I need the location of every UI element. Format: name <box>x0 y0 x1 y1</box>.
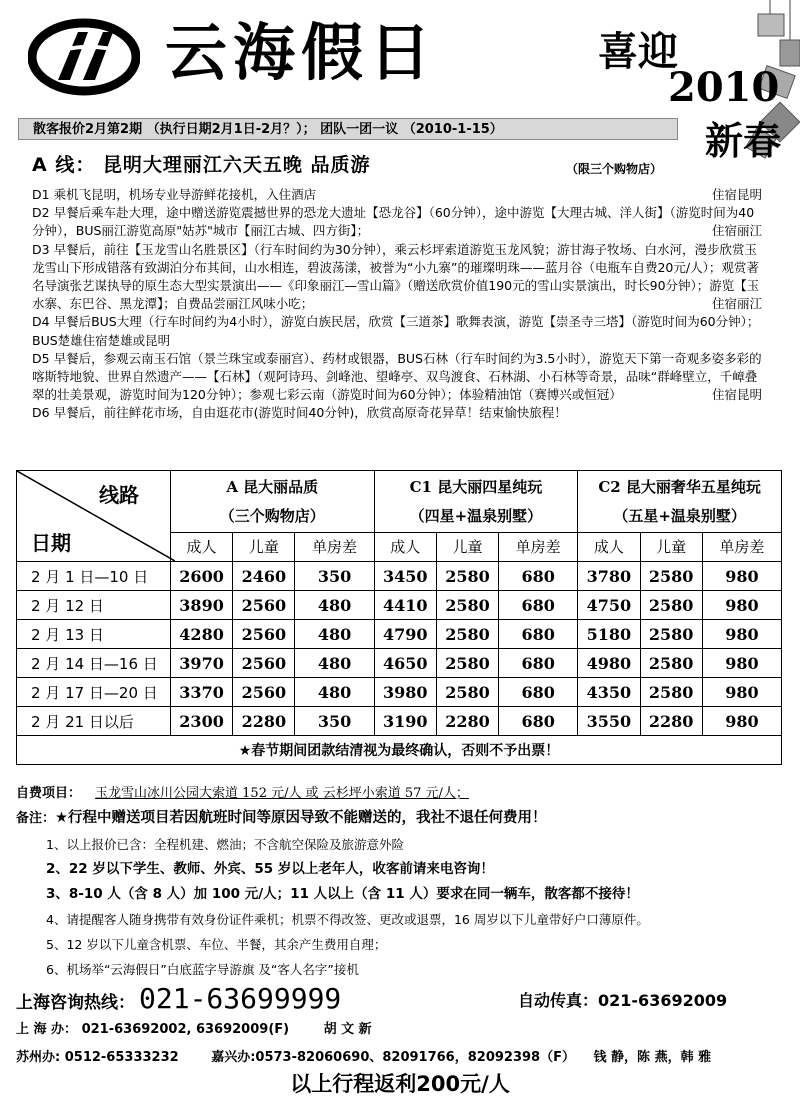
table-footer-note: ★春节期间团款结清视为最终确认，否则不予出票！ <box>17 736 782 765</box>
route-title: A 线： 昆明大理丽江六天五晚 品质游 <box>32 154 371 176</box>
price-cell: 2560 <box>233 591 295 620</box>
price-cell: 4280 <box>170 620 232 649</box>
price-cell: 2580 <box>640 591 702 620</box>
day-text: 早餐后，前往鲜花市场，自由逛花市(游览时间40分钟)，欣赏高原奇花异草！结束愉快旅程！ <box>53 405 567 421</box>
brand-title: 云海假日 <box>165 16 438 89</box>
day-label: D2 <box>32 205 50 221</box>
table-corner <box>17 471 171 562</box>
table-row <box>17 620 782 649</box>
route-header <box>374 471 578 533</box>
price-cell: 2280 <box>233 707 295 736</box>
sh-name: 胡 文 新 <box>323 1022 372 1037</box>
note-item: 4、请提醒客人随身携带有效身份证件乘机；机票不得改签、更改或退票，16 周岁以下儿童带好户口薄原件。 <box>46 912 649 927</box>
day-text: 早餐后乘车赴大理，途中赠送游览震撼世界的恐龙大遗址【恐龙谷】（60分钟），途中游览【大理古城、洋人街】（游览时间为40分钟），BUS丽江游览高原"姑苏"城市【丽江古城、四方街】； <box>32 205 755 239</box>
sz-label: 苏州办: <box>16 1050 61 1065</box>
greeting-xiying: 喜迎 <box>598 28 678 75</box>
note-item: 6、机场举“云海假日”白底蓝字导游旗 及“客人名字”接机 <box>46 962 359 977</box>
extra-cost-label: 自费项目： <box>16 786 82 801</box>
day-stay: 住宿丽江 <box>711 296 762 312</box>
subheader-cell: 成人 <box>374 532 436 561</box>
branch-offices <box>16 1046 786 1065</box>
corner-date-label: 日期 <box>31 531 71 555</box>
table-header-row <box>17 471 782 533</box>
subheader-cell: 成人 <box>170 532 232 561</box>
price-cell: 2560 <box>233 678 295 707</box>
itinerary-day <box>32 313 764 349</box>
price-cell: 4650 <box>374 649 436 678</box>
greeting-year: 2010 <box>668 64 780 111</box>
price-cell: 980 <box>702 649 781 678</box>
day-label: D4 <box>32 314 50 330</box>
price-cell: 2280 <box>436 707 498 736</box>
price-period-bar: 散客报价2月第2期 （执行日期2月1日-2月？）； 团队一团一议 （2010-1-15） <box>18 118 678 140</box>
price-cell: 480 <box>295 649 374 678</box>
date-cell: 2 月 12 日 <box>17 591 171 620</box>
price-cell: 3450 <box>374 562 436 591</box>
price-cell: 2580 <box>640 678 702 707</box>
price-cell: 2300 <box>170 707 232 736</box>
price-cell: 5180 <box>578 620 640 649</box>
price-cell: 2560 <box>233 649 295 678</box>
price-cell: 4350 <box>578 678 640 707</box>
day-stay: 住宿昆明 <box>711 187 762 202</box>
day-text: 早餐后BUS大理（行车时间约为4小时），游览白族民居，欣赏【三道茶】歌舞表演，游览【崇圣寺三塔】（游览时间为60分钟）；BUS楚雄住宿楚雄或昆明 <box>32 314 760 348</box>
table-row <box>17 591 782 620</box>
subheader-cell: 单房差 <box>702 532 781 561</box>
price-cell: 2460 <box>233 562 295 591</box>
route-header <box>170 471 374 533</box>
subheader-cell: 成人 <box>578 532 640 561</box>
price-cell: 3190 <box>374 707 436 736</box>
hotline-number: 021-63699999 <box>139 982 342 1015</box>
date-cell: 2 月 17 日—20 日 <box>17 678 171 707</box>
price-cell: 4410 <box>374 591 436 620</box>
fax <box>518 988 727 1011</box>
day-label: D3 <box>32 241 50 257</box>
price-cell: 2280 <box>640 707 702 736</box>
sh-phone: 021-63692002, 63692009(F) <box>81 1022 290 1037</box>
subheader-cell: 单房差 <box>499 532 578 561</box>
itinerary-day <box>32 204 764 240</box>
route-sub: （五星+温泉别墅） <box>613 507 746 526</box>
price-cell: 350 <box>295 562 374 591</box>
price-cell: 3970 <box>170 649 232 678</box>
itinerary-day <box>32 241 764 314</box>
price-cell: 3890 <box>170 591 232 620</box>
route-header <box>578 471 782 533</box>
price-cell: 3370 <box>170 678 232 707</box>
route-name: A 昆大丽品质 <box>226 478 319 497</box>
price-cell: 680 <box>499 678 578 707</box>
jx-label: 嘉兴办: <box>211 1050 256 1065</box>
itinerary <box>32 186 764 423</box>
note-item: 2、22 岁以下学生、教师、外宾、55 岁以上老年人，收客前请来电咨询！ <box>46 861 494 877</box>
remark-label: 备注： <box>16 811 56 826</box>
route-sub: （四星+温泉别墅） <box>409 507 543 526</box>
corner-route-label: 线路 <box>99 483 139 507</box>
price-cell: 980 <box>702 620 781 649</box>
remark-text: ★行程中赠送项目若因航班时间等原因导致不能赠送的，我社不退任何费用！ <box>55 810 547 826</box>
price-cell: 2580 <box>436 620 498 649</box>
day-label: D6 <box>32 405 50 421</box>
shanghai-office <box>16 1018 372 1037</box>
subheader-cell: 儿童 <box>233 532 295 561</box>
price-cell: 4980 <box>578 649 640 678</box>
brand-logo-icon <box>28 18 140 96</box>
price-cell: 350 <box>295 707 374 736</box>
price-cell: 2580 <box>640 649 702 678</box>
subheader-cell: 儿童 <box>436 532 498 561</box>
greeting-xinchun: 新春 <box>705 118 782 163</box>
date-cell: 2 月 14 日—16 日 <box>17 649 171 678</box>
table-footer-row <box>17 736 782 765</box>
route-sub: （三个购物店） <box>219 507 325 526</box>
table-row <box>17 649 782 678</box>
date-cell: 2 月 13 日 <box>17 620 171 649</box>
route-name: C2 昆大丽奢华五星纯玩 <box>598 478 761 497</box>
route-note: （限三个购物店） <box>566 162 663 176</box>
price-cell: 480 <box>295 678 374 707</box>
day-text: 早餐后，参观云南玉石馆（景兰珠宝或泰丽宫）、药材或银器，BUS石林（行车时间约为3.5小时），游览天下第一奇观多姿多彩的喀斯特地貌、世界自然遗产——【石林】（观阿诗玛、剑峰池、望峰亭、双鸟渡食、石林湖、小石林等奇景，品味“群峰壁立，千嶂叠翠的壮美景观，游览时间为120分钟）；参观七彩云南（游览时间为60分钟）；体验精油馆（赛博兴或恒冠） <box>32 350 762 403</box>
table-row <box>17 707 782 736</box>
day-label: D1 <box>32 187 50 202</box>
price-cell: 3550 <box>578 707 640 736</box>
hotline <box>16 982 341 1015</box>
day-text: 早餐后，前往【玉龙雪山名胜景区】（行车时间约为30分钟），乘云杉坪索道游览玉龙风貌；游甘海子牧场、白水河，漫步欣赏玉龙雪山下形成错落有致湖泊分布其间，山水相连，碧波荡漾，被誉为“小九寨”的璀璨明珠——蓝月谷（电瓶车自费20元/人）；观赏著名导演张艺谋执导的原生态大型实景演出——《印象丽江—雪山篇》（赠送欣赏价值190元的雪山实景演出，时长90分钟）；游览【玉水寨、东巴谷、黑龙潭】；自费品尝丽江风味小吃； <box>32 241 760 312</box>
remark <box>16 806 547 827</box>
jx-phone: 0573-82060690、82091766，82092398（F） <box>255 1050 575 1065</box>
price-cell: 3780 <box>578 562 640 591</box>
route-name: C1 昆大丽四星纯玩 <box>409 478 543 497</box>
price-cell: 2580 <box>640 562 702 591</box>
table-row <box>17 678 782 707</box>
table-row <box>17 562 782 591</box>
price-cell: 680 <box>499 707 578 736</box>
price-cell: 980 <box>702 562 781 591</box>
notes-list <box>46 832 649 982</box>
price-cell: 680 <box>499 649 578 678</box>
note-item: 5、12 岁以下儿童含机票、车位、半餐，其余产生费用自理； <box>46 937 387 952</box>
hotline-label: 上海咨询热线： <box>16 993 135 1013</box>
price-cell: 680 <box>499 620 578 649</box>
price-cell: 480 <box>295 591 374 620</box>
subheader-cell: 单房差 <box>295 532 374 561</box>
price-cell: 980 <box>702 591 781 620</box>
price-cell: 2580 <box>640 620 702 649</box>
day-stay: 住宿丽江 <box>711 223 762 239</box>
price-table <box>16 470 782 765</box>
price-cell: 2560 <box>233 620 295 649</box>
price-cell: 680 <box>499 591 578 620</box>
extra-cost-value: 玉龙雪山冰川公园大索道 152 元/人 或 云杉坪小索道 57 元/人； <box>95 786 469 801</box>
sz-phone: 0512-65333232 <box>64 1050 179 1065</box>
price-cell: 2580 <box>436 649 498 678</box>
jx-names: 钱 静，陈 燕，韩 雅 <box>593 1050 712 1065</box>
price-cell: 2580 <box>436 562 498 591</box>
price-cell: 3980 <box>374 678 436 707</box>
price-cell: 2580 <box>436 591 498 620</box>
day-label: D5 <box>32 350 50 366</box>
note-item: 3、8-10 人（含 8 人）加 100 元/人；11 人以上（含 11 人）要求在同一辆车，散客都不接待！ <box>46 886 639 902</box>
fax-label: 自动传真： <box>518 991 599 1010</box>
date-cell: 2 月 21 日以后 <box>17 707 171 736</box>
price-cell: 4750 <box>578 591 640 620</box>
price-cell: 480 <box>295 620 374 649</box>
price-cell: 2580 <box>436 678 498 707</box>
day-text: 乘机飞昆明，机场专业导游鲜花接机，入住酒店 <box>53 187 317 202</box>
price-cell: 680 <box>499 562 578 591</box>
fax-number: 021-63692009 <box>598 991 728 1010</box>
sh-label: 上 海 办： <box>16 1022 78 1037</box>
rebate-banner: 以上行程返利200元/人 <box>290 1072 510 1096</box>
extra-cost <box>16 782 469 801</box>
itinerary-day <box>32 350 764 405</box>
price-cell: 980 <box>702 707 781 736</box>
subheader-cell: 儿童 <box>640 532 702 561</box>
price-cell: 4790 <box>374 620 436 649</box>
note-item: 1、以上报价已含：全程机建、燃油；不含航空保险及旅游意外险 <box>46 837 404 852</box>
price-cell: 980 <box>702 678 781 707</box>
itinerary-day <box>32 186 764 204</box>
date-cell: 2 月 1 日—10 日 <box>17 562 171 591</box>
price-cell: 2600 <box>170 562 232 591</box>
itinerary-day <box>32 404 764 422</box>
day-stay: 住宿昆明 <box>711 387 762 403</box>
